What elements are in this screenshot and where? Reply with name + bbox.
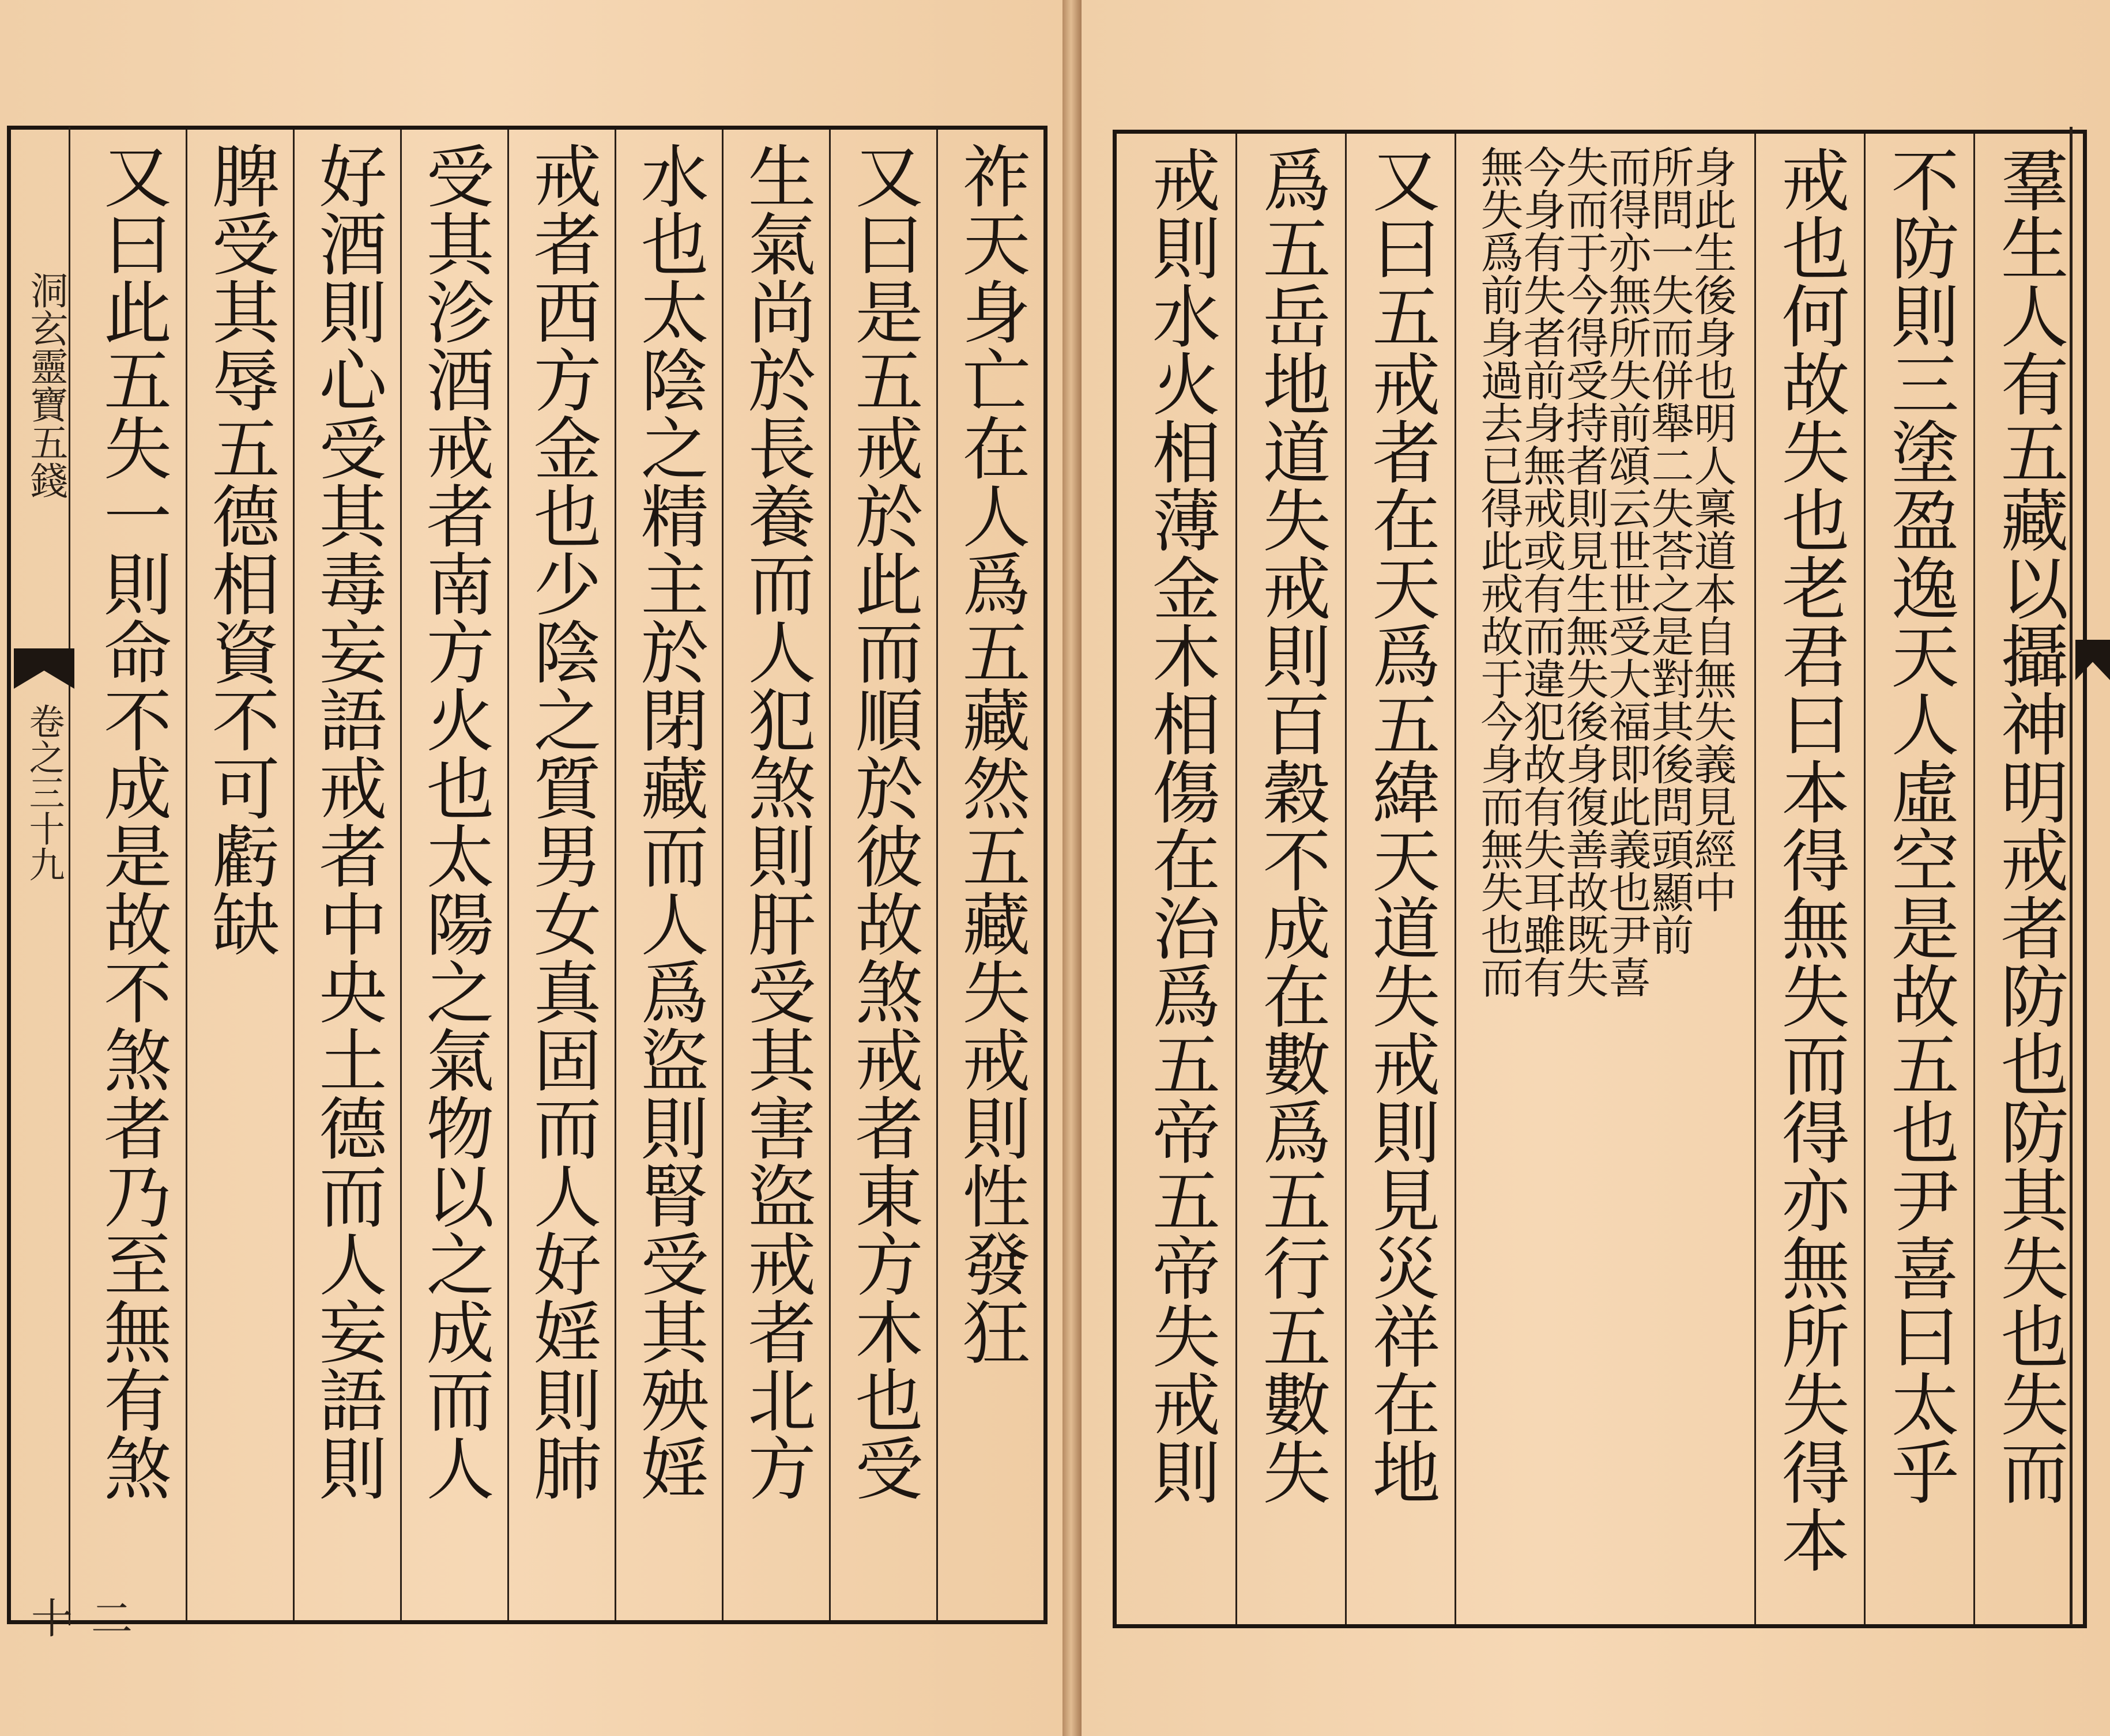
column-text: 爲五岳地道失戒則百穀不成在數爲五行五數失 bbox=[1251, 145, 1331, 1505]
column-text: 羣生人有五藏以攝神明戒者防也防其失也失而 bbox=[1989, 145, 2069, 1505]
right-page bbox=[1082, 0, 2110, 1736]
column-text: 水也太陰之精主於閉藏而人爲盜則腎受其殃婬 bbox=[629, 141, 709, 1501]
text-column bbox=[829, 130, 936, 1620]
text-column bbox=[293, 130, 400, 1620]
text-column bbox=[1973, 134, 2083, 1624]
commentary-column bbox=[1455, 134, 1754, 1624]
text-column bbox=[1864, 134, 1973, 1624]
column-text: 戒者西方金也少陰之質男女真固而人好婬則肺 bbox=[522, 141, 602, 1501]
commentary-line: 今身有失者前身無戒或有而違犯故有失耳雖有 bbox=[1516, 145, 1566, 998]
juan-label: 卷之三十九 bbox=[23, 703, 65, 882]
column-text: 脾受其辱五德相資不可虧缺 bbox=[200, 141, 280, 957]
text-column bbox=[186, 130, 293, 1620]
left-text-frame bbox=[7, 126, 1048, 1624]
text-column bbox=[1126, 134, 1235, 1624]
commentary-line: 而得亦無所失前頌云世世受大福即此義也尹喜 bbox=[1602, 145, 1652, 998]
column-text: 祚天身亡在人爲五藏然五藏失戒則性發狂 bbox=[951, 141, 1031, 1365]
commentary-line: 無失爲前身過去已得此戒故于今身而無失也而 bbox=[1474, 145, 1524, 998]
commentary-line: 所問一失而併舉二失荅之是對其後問頭顯前 bbox=[1644, 145, 1694, 956]
fishtail-mark-icon bbox=[2075, 640, 2110, 680]
text-column bbox=[615, 130, 722, 1620]
column-text: 戒也何故失也老君曰本得無失而得亦無所失得本 bbox=[1770, 145, 1850, 1573]
banxin-title: 洞玄靈寶五錢 bbox=[24, 271, 68, 499]
text-column bbox=[1754, 134, 1864, 1624]
text-column bbox=[507, 130, 615, 1620]
text-column bbox=[400, 130, 507, 1620]
text-column bbox=[78, 130, 186, 1620]
column-text: 又曰是五戒於此而順於彼故煞戒者東方木也受 bbox=[843, 141, 924, 1501]
commentary-line: 身此生後身也明人稟道本自無失義見經中 bbox=[1687, 145, 1737, 913]
text-column bbox=[1345, 134, 1455, 1624]
center-fold-column bbox=[2070, 127, 2110, 1625]
book-gutter bbox=[1062, 0, 1082, 1736]
text-column bbox=[1235, 134, 1345, 1624]
column-text: 不防則三塗盈逸天人虛空是故五也尹喜曰太乎 bbox=[1879, 145, 1960, 1505]
leaf-number: 二十 bbox=[24, 1597, 133, 1638]
text-column bbox=[722, 130, 829, 1620]
column-text: 生氣尚於長養而人犯煞則肝受其害盜戒者北方 bbox=[736, 141, 816, 1501]
text-column bbox=[936, 130, 1043, 1620]
column-text: 戒則水火相薄金木相傷在治爲五帝五帝失戒則 bbox=[1141, 145, 1220, 1505]
column-text: 又曰五戒者在天爲五緯天道失戒則見災祥在地 bbox=[1361, 145, 1441, 1505]
right-text-frame bbox=[1113, 130, 2087, 1628]
column-text: 又曰此五失一則命不成是故不煞者乃至無有煞 bbox=[92, 141, 172, 1501]
fishtail-mark-icon bbox=[14, 648, 74, 689]
column-text: 好酒則心受其毒妄語戒者中央土德而人妄語則 bbox=[307, 141, 387, 1501]
column-text: 受其沴酒戒者南方火也太陽之氣物以之成而人 bbox=[415, 141, 495, 1501]
commentary-line: 失而于今得受持者則見生無失後身復善故既失 bbox=[1559, 145, 1609, 998]
